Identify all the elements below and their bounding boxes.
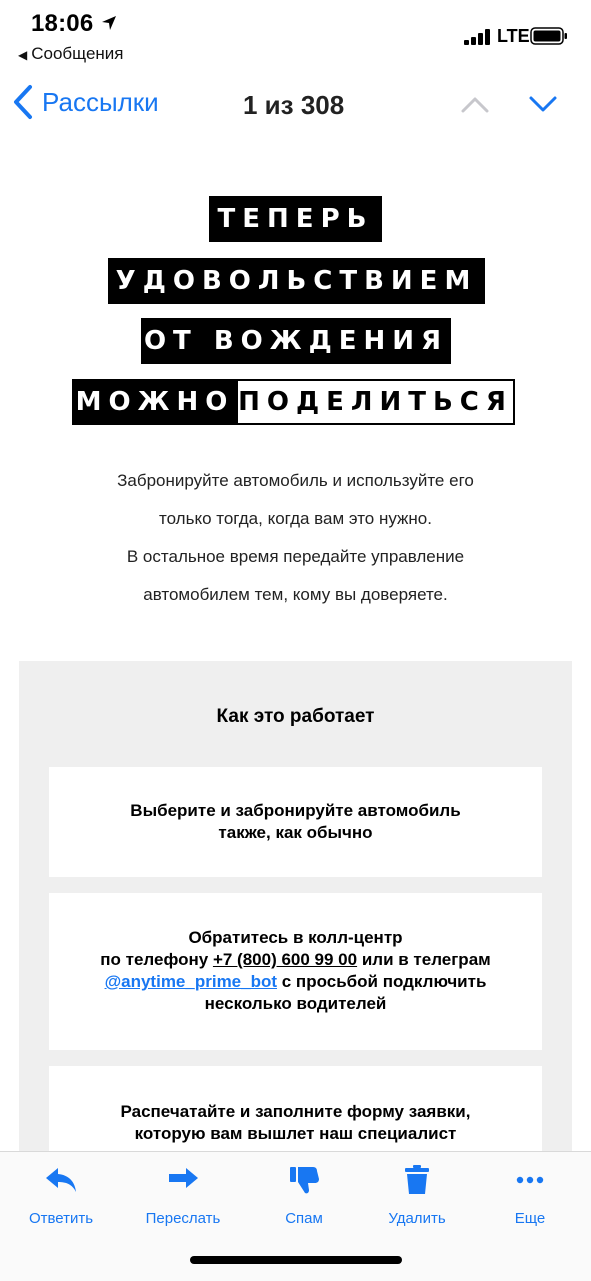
trash-icon — [400, 1164, 434, 1196]
location-arrow-icon — [100, 14, 118, 32]
telegram-bot-link[interactable]: @anytime_prime_bot — [104, 972, 278, 991]
step-2-text: по телефону — [100, 950, 213, 969]
next-message-chevron-icon[interactable] — [528, 94, 558, 114]
step-2-line — [49, 949, 542, 971]
delete-button[interactable] — [362, 1164, 472, 1227]
phone-link[interactable]: +7 (800) 600 99 00 — [212, 950, 358, 969]
step-2-line — [49, 971, 542, 993]
step-2-text: с просьбой подключить — [277, 972, 487, 991]
previous-message-chevron-icon[interactable] — [460, 94, 490, 114]
delete-label: Удалить — [388, 1210, 446, 1227]
signal-icon — [464, 29, 492, 45]
back-label: Рассылки — [42, 86, 159, 117]
reply-label: Ответить — [28, 1210, 94, 1227]
spam-label: Спам — [285, 1210, 323, 1227]
step-2-line: несколько водителей — [204, 994, 387, 1013]
forward-label: Переслать — [145, 1210, 221, 1227]
intro-text — [0, 462, 591, 614]
headline-line-1: ТЕПЕРЬ — [209, 196, 382, 242]
step-2-line: Обратитесь в колл-центр — [188, 928, 403, 947]
forward-button[interactable] — [128, 1164, 238, 1227]
step-card-2 — [49, 893, 542, 1050]
headline-line-4-light: ПОДЕЛИТЬСЯ — [236, 379, 515, 425]
headline-line-2: УДОВОЛЬСТВИЕМ — [108, 258, 485, 304]
reply-icon — [44, 1164, 78, 1196]
headline-line-3: ОТ ВОЖДЕНИЯ — [141, 318, 451, 364]
step-card-1 — [49, 767, 542, 877]
reply-button[interactable] — [6, 1164, 116, 1227]
thumbs-down-icon — [287, 1164, 321, 1196]
chevron-left-icon — [12, 84, 34, 120]
intro-line: Забронируйте автомобиль и используйте его — [117, 471, 474, 490]
how-it-works-title: Как это работает — [216, 706, 375, 727]
status-bar — [0, 0, 591, 70]
step-3-line: которую вам вышлет наш специалист — [134, 1124, 457, 1143]
step-card-3 — [49, 1066, 542, 1161]
forward-icon — [166, 1164, 200, 1196]
step-1-line: также, как обычно — [218, 823, 373, 842]
more-label: Еще — [514, 1210, 546, 1227]
battery-icon — [530, 27, 568, 45]
step-2-text: или в телеграм — [357, 950, 491, 969]
intro-line: В остальное время передайте управление — [126, 547, 465, 566]
step-3-line: Распечатайте и заполните форму заявки, — [120, 1102, 471, 1121]
headline-line-4-dark: МОЖНО — [72, 379, 238, 425]
more-button[interactable] — [475, 1164, 585, 1227]
step-1-line: Выберите и забронируйте автомобиль — [130, 801, 461, 820]
network-type: LTE — [497, 26, 530, 46]
spam-button[interactable] — [249, 1164, 359, 1227]
intro-line: только тогда, когда вам это нужно. — [159, 509, 432, 528]
back-to-app-link[interactable] — [18, 44, 124, 64]
back-to-mailbox-button[interactable] — [12, 84, 159, 120]
status-time: 18:06 — [31, 10, 94, 37]
back-triangle-icon: ◀ — [18, 48, 28, 62]
message-counter: 1 из 308 — [243, 90, 345, 120]
home-indicator[interactable] — [190, 1256, 402, 1264]
how-it-works-panel — [19, 661, 572, 1161]
back-app-label: Сообщения — [31, 44, 124, 63]
more-dots-icon — [513, 1164, 547, 1196]
mail-nav-bar — [0, 72, 591, 136]
intro-line: автомобилем тем, кому вы доверяете. — [143, 585, 448, 604]
